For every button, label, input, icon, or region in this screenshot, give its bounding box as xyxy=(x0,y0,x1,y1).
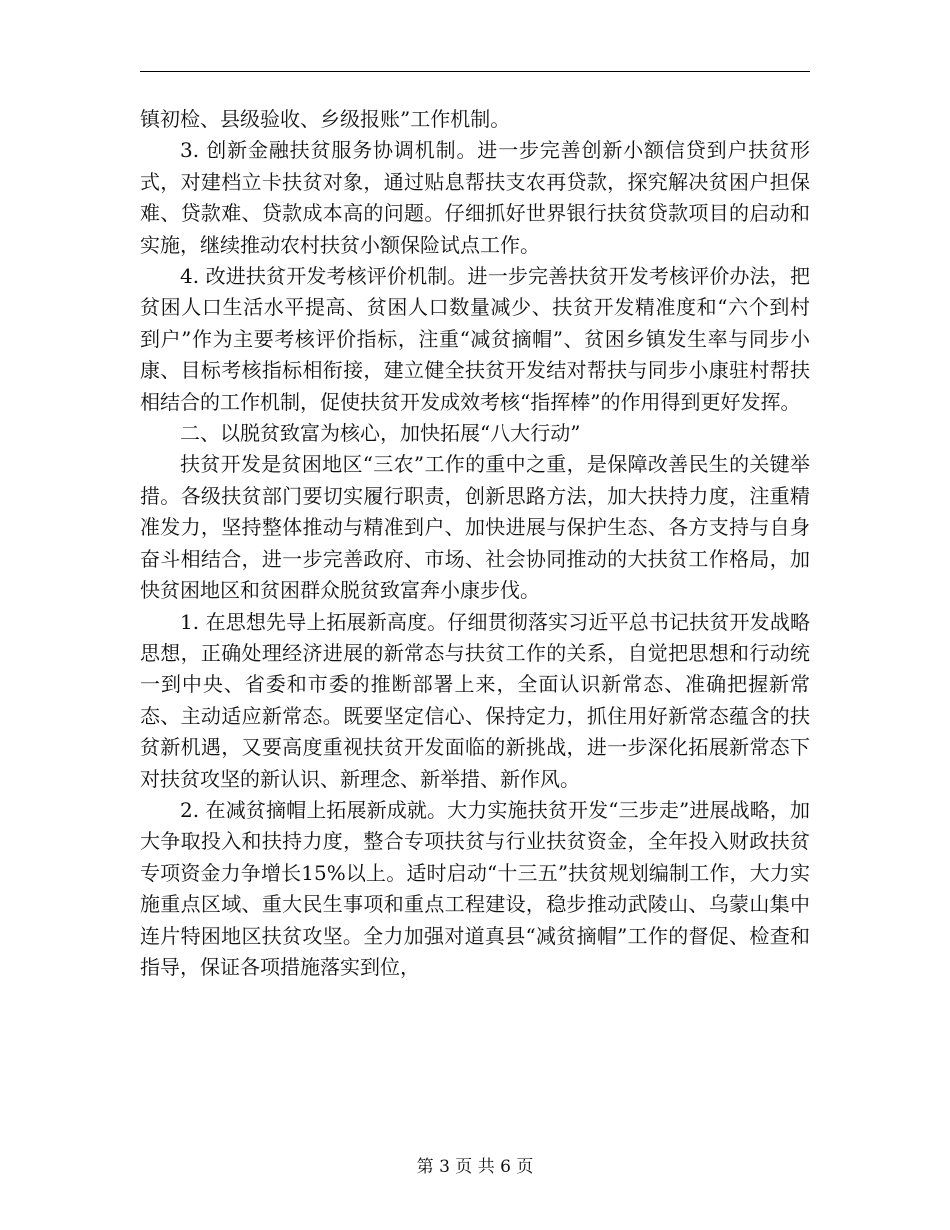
paragraph-intro: 扶贫开发是贫困地区“三农”工作的重中之重，是保障改善民生的关键举措。各级扶贫部门要切实履行职责，创新思路方法，加大扶持力度，注重精准发力，坚持整体推动与精准到户、加快进展与保护生态、各方支持与自身奋斗相结合，进一步完善政府、市场、社会协同推动的大扶贫工作格局，加快贫困地区和贫困群众脱贫致富奔小康步伐。 xyxy=(140,452,810,603)
header-rule xyxy=(140,71,810,72)
paragraph-item-2: 2. 在减贫摘帽上拓展新成就。大力实施扶贫开发“三步走”进展战略，加大争取投入和扶持力度，整合专项扶贫与行业扶贫资金，全年投入财政扶贫专项资金力争增长15%以上。适时启动“十三五”扶贫规划编制工作，大力实施重点区域、重大民生事项和重点工程建设，稳步推动武陵山、乌蒙山集中连片特困地区扶贫攻坚。全力加强对道真县“减贫摘帽”工作的督促、检查和指导，保证各项措施落实到位， xyxy=(140,797,810,979)
paragraph-continuation: 镇初检、县级验收、乡级报账”工作机制。 xyxy=(140,107,511,131)
page-number-footer: 第 3 页 共 6 页 xyxy=(416,1157,534,1177)
section-heading: 二、以脱贫致富为核心，加快拓展“八大行动” xyxy=(180,421,581,446)
paragraph-item-4: 4. 改进扶贫开发考核评价机制。进一步完善扶贫开发考核评价办法，把贫困人口生活水平提高、贫困人口数量减少、扶贫开发精准度和“六个到村到户”作为主要考核评价指标，注重“减贫摘帽”、贫困乡镇发生率与同步小康、目标考核指标相衔接，建立健全扶贫开发结对帮扶与同步小康驻村帮扶相结合的工作机制，促使扶贫开发成效考核“指挥棒”的作用得到更好发挥。 xyxy=(140,264,810,414)
paragraph-item-3: 3. 创新金融扶贫服务协调机制。进一步完善创新小额信贷到户扶贫形式，对建档立卡扶贫对象，通过贴息帮扶支农再贷款，探究解决贫困户担保难、贷款难、贷款成本高的问题。仔细抓好世界银行扶贫贷款项目的启动和实施，继续推动农村扶贫小额保险试点工作。 xyxy=(140,138,810,257)
body-text xyxy=(140,104,810,983)
paragraph-item-1: 1. 在思想先导上拓展新高度。仔细贯彻落实习近平总书记扶贫开发战略思想，正确处理经济进展的新常态与扶贫工作的关系，自觉把思想和行动统一到中央、省委和市委的推断部署上来，全面认识新常态、准确把握新常态、主动适应新常态。既要坚定信心、保持定力，抓住用好新常态蕴含的扶贫新机遇，又要高度重视扶贫开发面临的新挑战，进一步深化拓展新常态下对扶贫攻坚的新认识、新理念、新举措、新作风。 xyxy=(140,609,810,791)
